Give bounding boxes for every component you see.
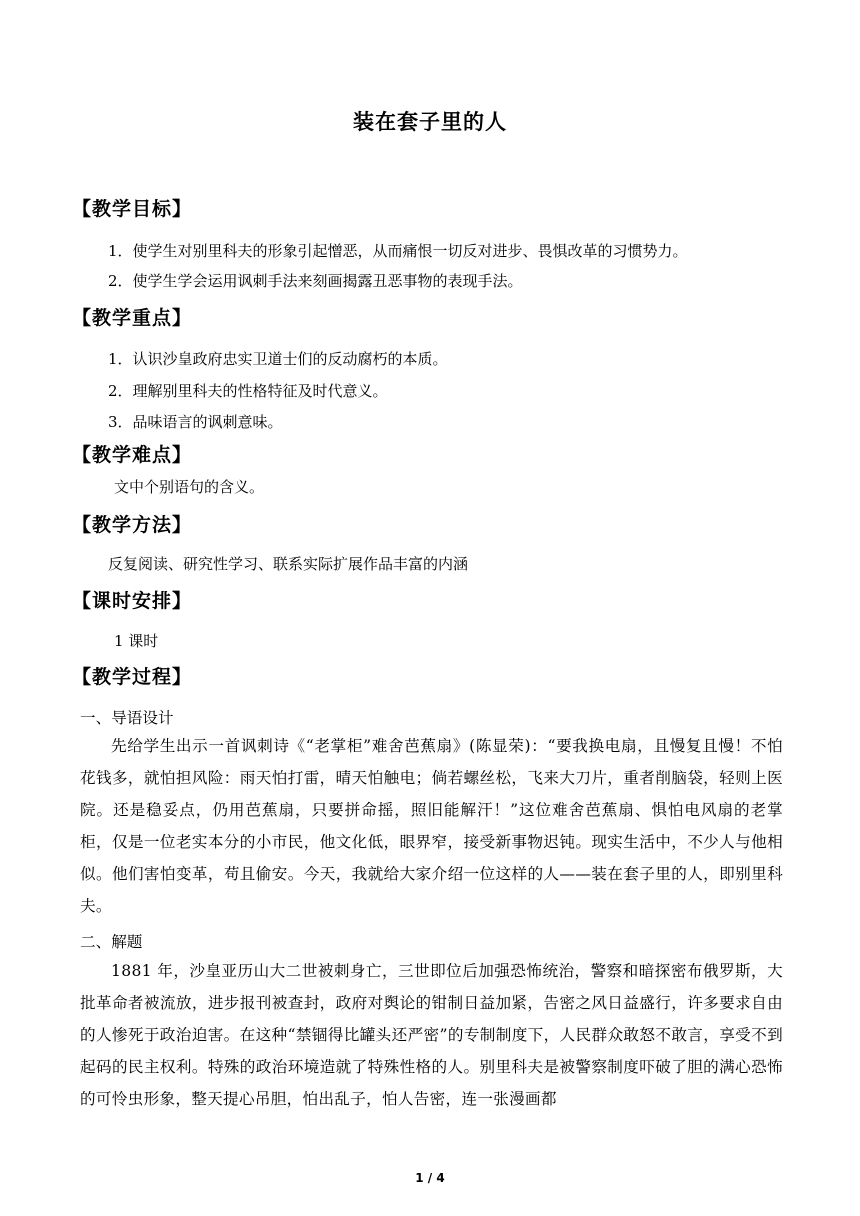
keypoint-item-2: 2．理解别里科夫的性格特征及时代意义。 [108, 382, 388, 400]
heading-schedule: 【课时安排】 [72, 590, 193, 612]
process-part1-text: 先给学生出示一首讽刺诗《“老掌柜”难舍芭蕉扇》(陈显荣)：“要我换电扇，且慢复且慢！不怕花钱多，就怕担风险：雨天怕打雷，晴天怕触电；倘若螺丝松，飞来大刀片，重者削脑袋，轻则上医院。还是稳妥点，仍用芭蕉扇，只要拼命摇，照旧能解汗！”这位难舍芭蕉扇、惧怕电风扇的老掌柜，仅是一位老实本分的小市民，他文化低，眼界窄，接受新事物迟钝。现实生活中，不少人与他相似。他们害怕变革，苟且偷安。今天，我就给大家介绍一位这样的人——装在套子里的人，即别里科夫。 [80, 737, 783, 915]
heading-methods: 【教学方法】 [72, 514, 193, 536]
goal-item-1: 1．使学生对别里科夫的形象引起憎恶，从而痛恨一切反对进步、畏惧改革的习惯势力。 [108, 242, 688, 260]
document-title: 装在套子里的人 [353, 110, 507, 134]
page-number: 1 / 4 [415, 1171, 445, 1185]
process-part2-text: 1881 年，沙皇亚历山大二世被刺身亡，三世即位后加强恐怖统治，警察和暗探密布俄罗斯，大批革命者被流放，进步报刊被查封，政府对舆论的钳制日益加紧，告密之风日益盛行，许多要求自由的人惨死于政治迫害。在这种“禁锢得比罐头还严密”的专制制度下，人民群众敢怒不敢言，享受不到起码的民主权利。特殊的政治环境造就了特殊性格的人。别里科夫是被警察制度吓破了胆的满心恐怖的可怜虫形象，整天提心吊胆，怕出乱子，怕人告密，连一张漫画都 [80, 962, 783, 1108]
methods-text: 反复阅读、研究性学习、联系实际扩展作品丰富的内涵 [108, 555, 469, 573]
schedule-text: 1 课时 [114, 632, 159, 650]
heading-teaching-goals: 【教学目标】 [72, 198, 193, 220]
heading-key-points: 【教学重点】 [72, 307, 193, 329]
process-part2-title: 二、解题 [80, 933, 143, 951]
goal-item-2: 2．使学生学会运用讽刺手法来刻画揭露丑恶事物的表现手法。 [108, 272, 523, 290]
keypoint-item-3: 3．品味语言的讽刺意味。 [108, 413, 283, 431]
heading-process: 【教学过程】 [72, 666, 193, 688]
process-part1-title: 一、导语设计 [80, 709, 174, 727]
difficulties-text: 文中个别语句的含义。 [114, 478, 265, 496]
keypoint-item-1: 1．认识沙皇政府忠实卫道士们的反动腐朽的本质。 [108, 350, 448, 368]
heading-difficulties: 【教学难点】 [72, 444, 193, 466]
